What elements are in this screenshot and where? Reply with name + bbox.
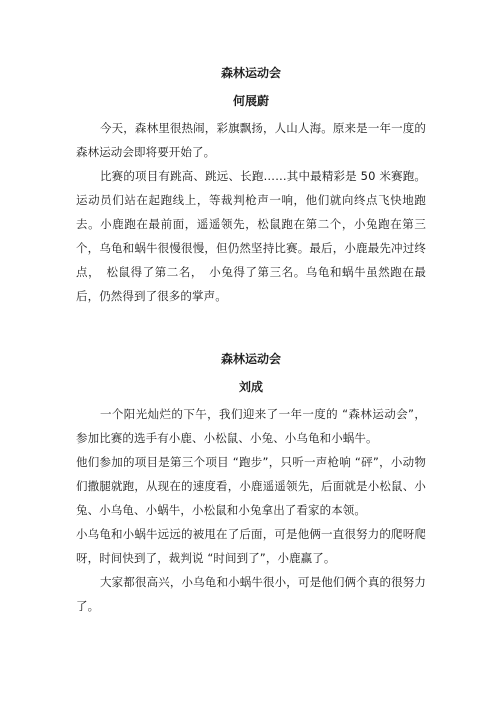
essay-title: 森林运动会 <box>220 66 281 80</box>
essay-author: 刘成 <box>238 380 263 394</box>
paragraph: 大家都很高兴，小乌龟和小蜗牛很小，可是他们俩个真的很努力了。 <box>76 575 426 613</box>
essay-title: 森林运动会 <box>220 352 281 366</box>
paragraph: 一个阳光灿烂的下午，我们迎来了一年一度的 “森林运动会”，参加比赛的选手有小鹿、小松鼠、小兔、小乌龟和小蜗牛。 <box>76 407 426 445</box>
paragraph: 小乌龟和小蜗牛远远的被甩在了后面，可是他俩一直很努力的爬呀爬呀，时间快到了，裁判说 “时间到了”，小鹿赢了。 <box>76 527 426 565</box>
essay-2 <box>76 350 426 618</box>
paragraph: 他们参加的项目是第三个项目 “跑步”，只听一声枪响 “砰”，小动物们撒腿就跑，从现在的速度看，小鹿遥遥领先，后面就是小松鼠、小兔、小乌龟、小蜗牛，小松鼠和小兔拿出了看家的本领。 <box>76 455 426 517</box>
essay-1 <box>76 64 426 308</box>
paragraph: 今天，森林里很热闹，彩旗飘扬，人山人海。原来是一年一度的森林运动会即将要开始了。 <box>76 121 426 159</box>
paragraph: 比赛的项目有跳高、跳远、长跑……其中最精彩是 50 米赛跑。运动员们站在起跑线上，等裁判枪声一响，他们就向终点飞快地跑去。小鹿跑在最前面，遥遥领先，松鼠跑在第二个，小兔跑在第三个，乌龟和蜗牛很慢很慢，但仍然坚持比赛。最后，小鹿最先冲过终点， 松鼠得了第二名， 小兔得了第三名。乌龟和蜗牛虽然跑在最后，仍然得到了很多的掌声。 <box>76 169 426 303</box>
essay-author: 何展蔚 <box>232 94 269 108</box>
